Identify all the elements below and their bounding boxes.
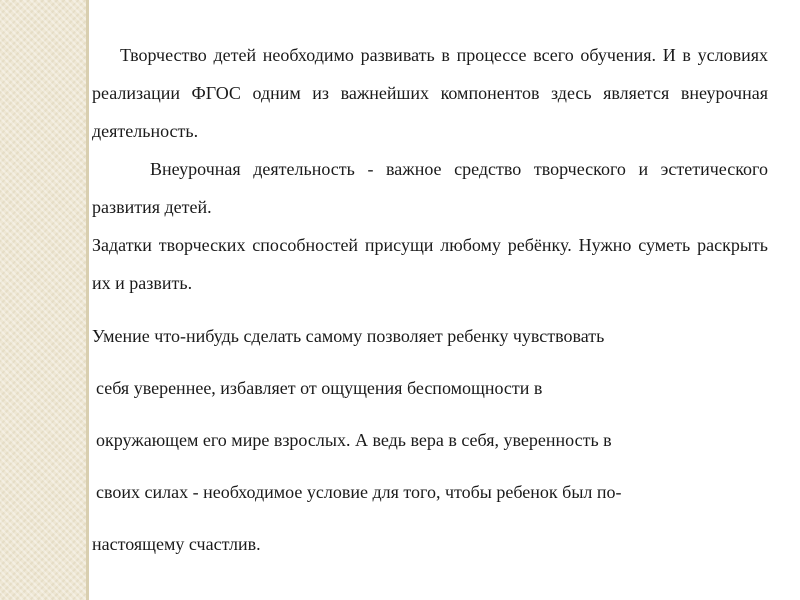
paragraph-abilities: Задатки творческих способностей присущи любому ребёнку. Нужно суметь раскрыть их и развить. (92, 235, 768, 293)
side-band-edge (86, 0, 89, 600)
paragraph-creativity: Творчество детей необходимо развивать в процессе всего обучения. И в условиях реализации ФГОС одним из важнейших компонентов здесь является внеурочная деятельность. (92, 45, 768, 141)
paragraph-skill-line: своих силах - необходимое условие для того, чтобы ребенок был по- (96, 482, 622, 502)
decorative-side-band (0, 0, 88, 600)
text-body (92, 36, 768, 570)
paragraph-extracurricular: Внеурочная деятельность - важное средство творческого и эстетического развития детей. (92, 159, 768, 217)
paragraph-skill-line: настоящему счастлив. (92, 534, 261, 554)
paragraph-gap (92, 302, 768, 310)
paragraph-skill-line: окружающем его мире взрослых. А ведь вера в себя, уверенность в (96, 430, 612, 450)
paragraph-skill-line: себя увереннее, избавляет от ощущения беспомощности в (96, 378, 543, 398)
paragraph-skill-line: Умение что-нибудь сделать самому позволяет ребенку чувствовать (92, 326, 605, 346)
